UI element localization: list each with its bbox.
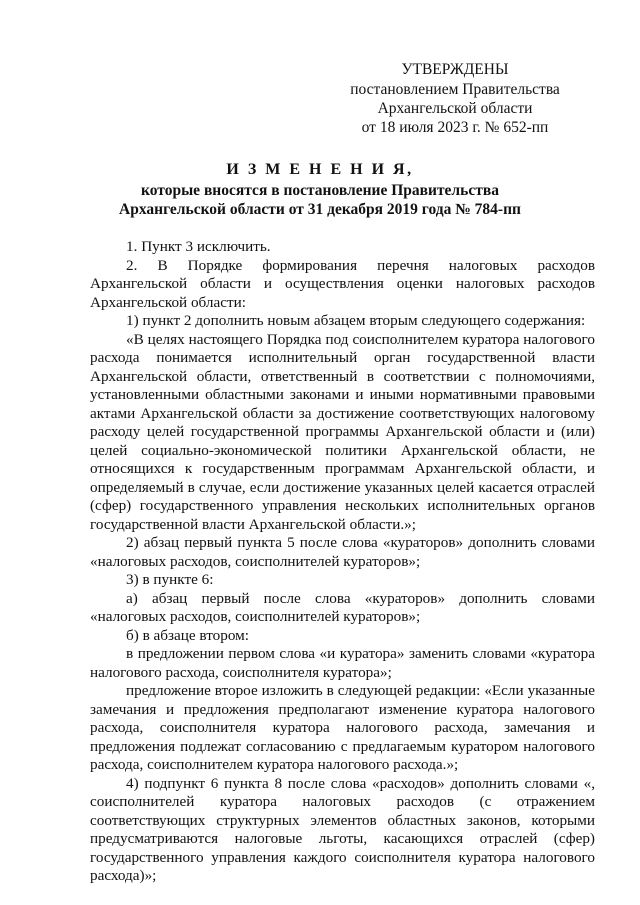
title-line: Архангельской области от 31 декабря 2019 года № 784-пп: [119, 201, 521, 218]
title-line: которые вносятся в постановление Правительства: [141, 182, 499, 199]
paragraph: 1. Пункт 3 исключить.: [126, 238, 271, 255]
paragraph: 2. В Порядке формирования перечня налоговых расходов Архангельской области и осуществления оценки налоговых расходов Архангельской области:: [90, 256, 595, 311]
approval-line: Архангельской области: [377, 100, 533, 117]
approval-line: постановлением Правительства: [350, 81, 560, 98]
paragraph: предложение второе изложить в следующей редакции: «Если указанные замечания и предложения предполагают изменение куратора налогового расхода, соисполнителя куратора налогового расхода, замечания и предложения подлежат согласованию с предлагаемым куратором налогового расхода, соисполнителем куратора налогового расхода.»;: [90, 682, 595, 773]
document-body: [90, 238, 595, 886]
approval-stamp: [330, 60, 580, 137]
paragraph: 4) подпункт 6 пункта 8 после слова «расходов» дополнить словами «, соисполнителей куратора налоговых расходов (с отражением соответствующих структурных элементов областных законов, которыми предусматриваются налоговые льготы, касающихся отраслей (сфер) государственного управления каждого соисполнителя куратора налогового расхода)»;: [90, 774, 595, 884]
approval-heading: УТВЕРЖДЕНЫ: [401, 61, 509, 78]
paragraph: а) абзац первый после слова «кураторов» дополнить словами «налоговых расходов, соисполнителей кураторов»;: [90, 589, 595, 625]
paragraph: б) в абзаце втором:: [126, 626, 249, 644]
paragraph: 1) пункт 2 дополнить новым абзацем вторым следующего содержания:: [126, 312, 586, 329]
title-heading: И З М Е Н Е Н И Я,: [226, 161, 414, 178]
document-title: [80, 160, 560, 219]
paragraph: «В целях настоящего Порядка под соисполнителем куратора налогового расхода понимается исполнительный орган государственной власти Архангельской области, ответственный в соответствии с полномочиями, установленными областными законами и иными нормативными правовыми актами Архангельской области за достижение соответствующих налоговому расходу целей государственной программы Архангельской области и (или) целей социально-экономической политики Архангельской области, не относящихся к государственным программам Архангельской области, и определяемый в случае, если достижение указанных целей касается отраслей (сфер) государственного управления нескольких исполнительных органов государственной власти Архангельской области.»;: [90, 330, 595, 533]
paragraph: 2) абзац первый пункта 5 после слова «кураторов» дополнить словами «налоговых расходов, соисполнителей кураторов»;: [90, 534, 595, 570]
approval-date: от 18 июля 2023 г. № 652-пп: [361, 119, 549, 136]
paragraph: 3) в пункте 6:: [126, 571, 214, 588]
paragraph: в предложении первом слова «и куратора» заменить словами «куратора налогового расхода, соисполнителя куратора»;: [90, 645, 595, 681]
